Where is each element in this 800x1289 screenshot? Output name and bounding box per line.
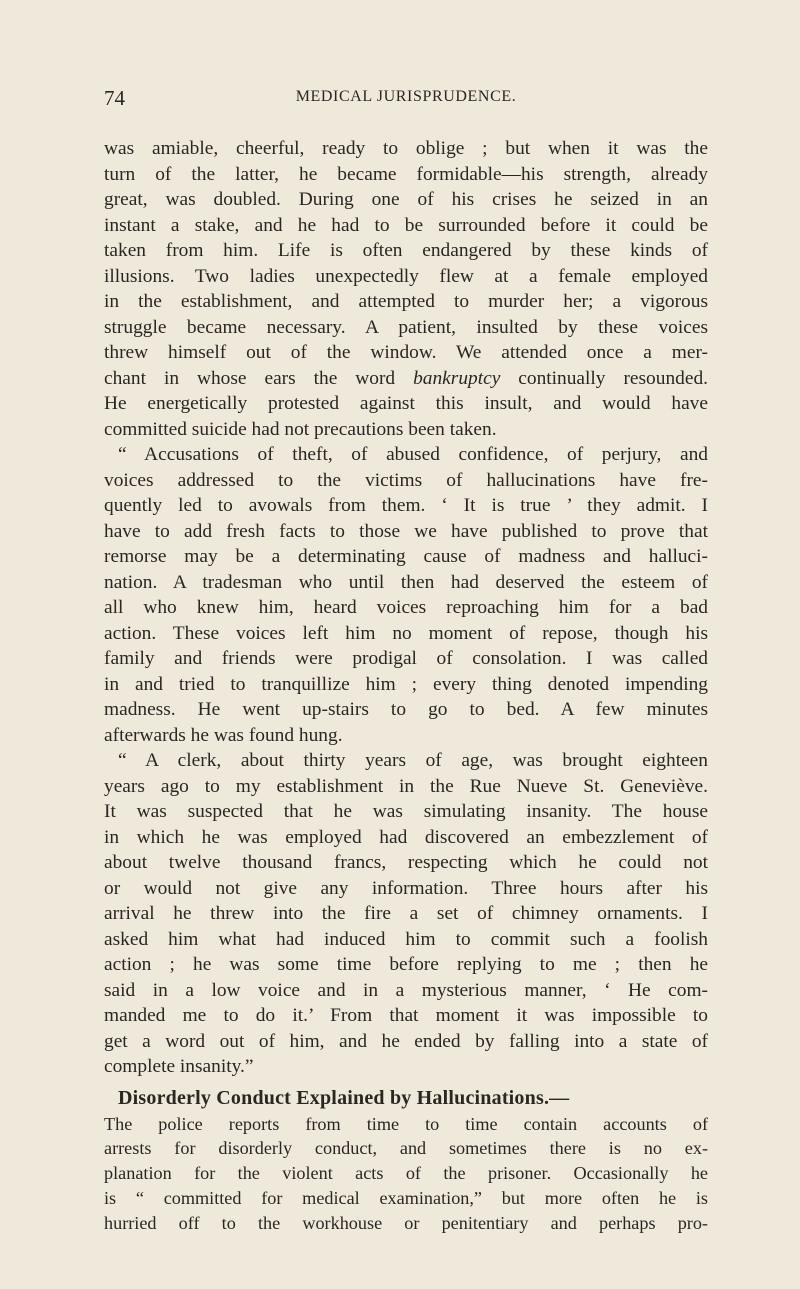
- section-heading: Disorderly Conduct Explained by Hallucinations.—: [118, 1086, 570, 1109]
- text-line: in and tried to tranquillize him ; every thing denoted impending: [104, 673, 708, 695]
- running-title: MEDICAL JURISPRUDENCE.: [295, 88, 517, 105]
- text-line: action. These voices left him no moment of repose, though his: [104, 622, 708, 644]
- text-line: about twelve thousand francs, respecting which he could not: [104, 852, 708, 873]
- text-line: planation for the violent acts of the prisoner. Occasionally he: [104, 1163, 708, 1184]
- text-line-with-emphasis: [104, 366, 708, 392]
- text-line: nation. A tradesman who until then had deserved the esteem of: [104, 571, 708, 593]
- text-fragment: chant in whose ears the word: [104, 367, 414, 389]
- text-line: manded me to do it.’ From that moment it was impossible to: [104, 1005, 708, 1026]
- text-line: instant a stake, and he had to be surrounded before it could be: [104, 214, 708, 236]
- text-line: in the establishment, and attempted to murder her; a vigorous: [104, 291, 708, 312]
- text-line: illusions. Two ladies unexpectedly flew at a female employed: [104, 265, 708, 287]
- text-line: arrival he threw into the fire a set of chimney ornaments. I: [104, 903, 708, 924]
- text-line: “ A clerk, about thirty years of age, was brought eighteen: [118, 750, 708, 771]
- section-heading-line: [104, 1084, 708, 1112]
- text-line: struggle became necessary. A patient, insulted by these voices: [104, 316, 708, 338]
- text-line: afterwards he was found hung.: [104, 724, 343, 746]
- text-line: The police reports from time to time contain accounts of: [104, 1113, 708, 1134]
- text-line: complete insanity.”: [104, 1056, 254, 1077]
- emphasized-word: bankruptcy: [413, 367, 501, 389]
- text-line: asked him what had induced him to commit such a foolish: [104, 928, 708, 950]
- text-line: said in a low voice and in a mysterious manner, ‘ He com-: [104, 979, 708, 1001]
- text-line: quently led to avowals from them. ‘ It is true ’ they admit. I: [104, 495, 708, 516]
- text-line: years ago to my establishment in the Rue Nueve St. Geneviève.: [104, 775, 708, 797]
- text-line: get a word out of him, and he ended by falling into a state of: [104, 1030, 708, 1052]
- text-line: turn of the latter, he became formidable—his strength, already: [104, 163, 708, 185]
- text-line: in which he was employed had discovered an embezzlement of: [104, 826, 708, 848]
- page-number: 74: [104, 86, 125, 110]
- text-line: hurried off to the workhouse or penitentiary and perhaps pro-: [104, 1212, 708, 1233]
- body-text: [104, 136, 708, 1235]
- text-line: have to add fresh facts to those we have published to prove that: [104, 520, 708, 542]
- text-line: action ; he was some time before replying to me ; then he: [104, 954, 708, 975]
- text-line: threw himself out of the window. We attended once a mer-: [104, 342, 708, 363]
- text-line: He energetically protested against this insult, and would have: [104, 393, 708, 414]
- text-line: It was suspected that he was simulating insanity. The house: [104, 801, 708, 822]
- text-fragment: continually resounded.: [500, 367, 708, 389]
- text-line: arrests for disorderly conduct, and sometimes there is no ex-: [104, 1138, 708, 1159]
- text-line: family and friends were prodigal of consolation. I was called: [104, 648, 708, 669]
- text-line: committed suicide had not precautions been taken.: [104, 418, 497, 440]
- text-line: or would not give any information. Three hours after his: [104, 877, 708, 899]
- text-line: great, was doubled. During one of his crises he seized in an: [104, 189, 708, 210]
- text-line: voices addressed to the victims of hallucinations have fre-: [104, 469, 708, 491]
- text-line: madness. He went up-stairs to go to bed. A few minutes: [104, 699, 708, 720]
- text-line: is “ committed for medical examination,” but more often he is: [104, 1187, 708, 1208]
- text-line: taken from him. Life is often endangered by these kinds of: [104, 240, 708, 261]
- section-body: [104, 1112, 708, 1236]
- text-line: “ Accusations of theft, of abused confidence, of perjury, and: [118, 444, 708, 465]
- text-line: all who knew him, heard voices reproaching him for a bad: [104, 597, 708, 618]
- running-head: [104, 86, 708, 110]
- text-line: remorse may be a determinating cause of madness and halluci-: [104, 546, 708, 567]
- text-line: was amiable, cheerful, ready to oblige ; but when it was the: [104, 138, 708, 159]
